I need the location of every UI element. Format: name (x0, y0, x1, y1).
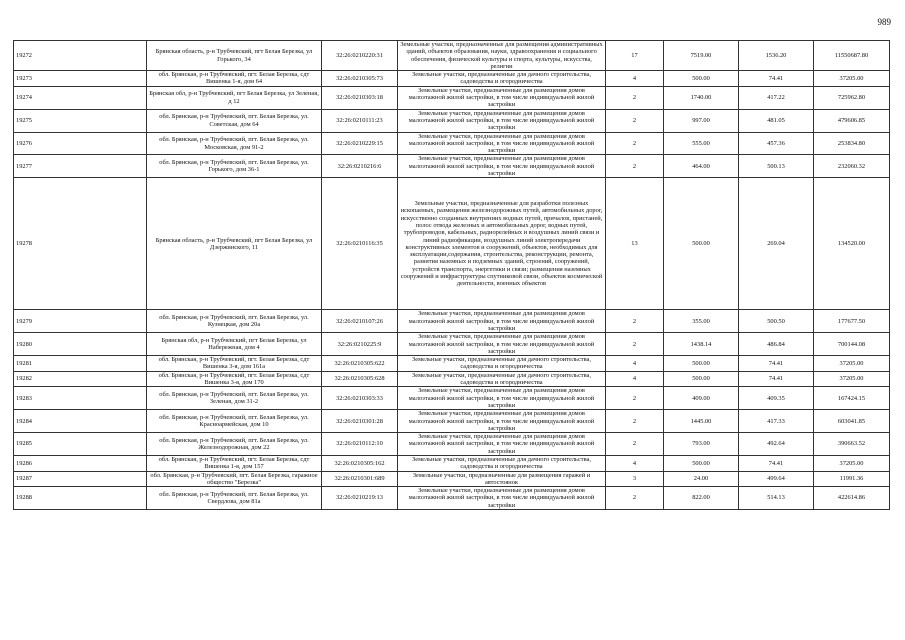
cadastral-value-cell: 725962.80 (814, 86, 890, 109)
cadastral-value-cell: 603041.85 (814, 410, 890, 433)
category-cell: 2 (606, 387, 664, 410)
category-cell: 2 (606, 487, 664, 510)
land-use-cell: Земельные участки, предназначенные для размещения домов малоэтажной жилой застройки, в том числе индивидуальной жилой застройки (398, 410, 606, 433)
area-cell: 1438.14 (664, 333, 739, 356)
cadastral-value-cell: 37205.00 (814, 71, 890, 87)
land-use-cell: Земельные участки, предназначенные для размещения административных зданий, объектов образования, науки, здравоохранения и социального обеспечения, физической культуры и спорта, культуры, искусства, религии (398, 41, 606, 71)
area-cell: 7519.00 (664, 41, 739, 71)
address-cell: обл. Брянская, р-н Трубчевский, пгт. Белая Березка, ул. Кузнецкая, дом 20а (147, 310, 322, 333)
address-cell: обл. Брянская, р-н Трубчевский, пгт. Белая Березка, ул. Красноармейская, дом 10 (147, 410, 322, 433)
land-use-cell: Земельные участки, предназначенные для размещения домов малоэтажной жилой застройки, в том числе индивидуальной жилой застройки (398, 433, 606, 456)
category-cell: 2 (606, 132, 664, 155)
area-cell: 555.00 (664, 132, 739, 155)
plot-id-cell: 19287 (14, 471, 147, 487)
plot-id-cell: 19279 (14, 310, 147, 333)
price-per-sqm-cell: 74.41 (739, 71, 814, 87)
plot-id-cell: 19272 (14, 41, 147, 71)
land-use-cell: Земельные участки, предназначенные для размещения домов малоэтажной жилой застройки, в том числе индивидуальной жилой застройки (398, 487, 606, 510)
table-row (14, 310, 890, 333)
area-cell: 1740.00 (664, 86, 739, 109)
plot-id-cell: 19276 (14, 132, 147, 155)
table-row (14, 433, 890, 456)
cadastral-number-cell: 32:26:0210303:33 (322, 387, 398, 410)
plot-id-cell: 19277 (14, 155, 147, 178)
cadastral-value-cell: 37205.00 (814, 356, 890, 372)
plot-id-cell: 19286 (14, 455, 147, 471)
address-cell: обл. Брянская, р-н Трубчевский, пгт. Белая Березка, сдт Вишенка 1-я, дом 64 (147, 71, 322, 87)
category-cell: 4 (606, 71, 664, 87)
area-cell: 500.00 (664, 356, 739, 372)
cadastral-value-cell: 37205.00 (814, 371, 890, 387)
land-use-cell: Земельные участки, предназначенные для дачного строительства, садоводства и огородничества (398, 455, 606, 471)
cadastral-number-cell: 32:26:0210305:622 (322, 356, 398, 372)
cadastral-number-cell: 32:26:0210107:26 (322, 310, 398, 333)
cadastral-value-cell: 253834.80 (814, 132, 890, 155)
land-registry-table (13, 40, 890, 510)
price-per-sqm-cell: 481.05 (739, 109, 814, 132)
address-cell: Брянская обл, р-н Трубчевский, пгт Белая Березка, ул Зеленая, д 12 (147, 86, 322, 109)
area-cell: 500.00 (664, 455, 739, 471)
cadastral-value-cell: 11550687.80 (814, 41, 890, 71)
price-per-sqm-cell: 417.22 (739, 86, 814, 109)
plot-id-cell: 19282 (14, 371, 147, 387)
cadastral-number-cell: 32:26:0210305:73 (322, 71, 398, 87)
category-cell: 17 (606, 41, 664, 71)
cadastral-value-cell: 479606.85 (814, 109, 890, 132)
cadastral-value-cell: 37205.00 (814, 455, 890, 471)
land-use-cell: Земельные участки, предназначенные для размещения домов малоэтажной жилой застройки, в том числе индивидуальной жилой застройки (398, 155, 606, 178)
area-cell: 500.00 (664, 371, 739, 387)
price-per-sqm-cell: 409.35 (739, 387, 814, 410)
table-row (14, 333, 890, 356)
address-cell: обл. Брянская, р-н Трубчевский, пгт. Белая Березка, сдт Вишенка 3-я, дом 161а (147, 356, 322, 372)
area-cell: 355.00 (664, 310, 739, 333)
category-cell: 2 (606, 155, 664, 178)
table-row (14, 178, 890, 310)
price-per-sqm-cell: 457.36 (739, 132, 814, 155)
cadastral-value-cell: 11991.36 (814, 471, 890, 487)
price-per-sqm-cell: 500.50 (739, 310, 814, 333)
address-cell: обл. Брянская, р-н Трубчевский, пгт. Белая Березка, ул. Горького, дом 36-1 (147, 155, 322, 178)
plot-id-cell: 19288 (14, 487, 147, 510)
address-cell: Брянская область, р-н Трубчевский, пгт Белая Березка, ул Дзержинского, 11 (147, 178, 322, 310)
address-cell: обл. Брянская, р-н Трубчевский, пгт. Белая Березка, ул. Железнодорожная, дом 22 (147, 433, 322, 456)
land-use-cell: Земельные участки, предназначенные для дачного строительства, садоводства и огородничества (398, 71, 606, 87)
price-per-sqm-cell: 492.64 (739, 433, 814, 456)
plot-id-cell: 19274 (14, 86, 147, 109)
land-use-cell: Земельные участки, предназначенные для разработки полезных ископаемых, размещения железнодорожных путей, автомобильных дорог, искусственно созданных внутренних водных путей, причалов, пристаней, полос отвода железных и автомобильных дорог, водных путей, трубопроводов, кабельных, радиорелейных и воздушных линий связи и линий радиофикации, воздушных линий электропередачи конструктивных элементов и сооружений, объектов, необходимых для эксплуатации,содержания, строительства, реконструкции, ремонта, развития наземных и подземных зданий, строений, сооружений, устройств транспорта, энергетики и связи; размещения наземных сооружений и инфраструктуры спутниковой связи, объектов космической деятельности, военных объектов (398, 178, 606, 310)
category-cell: 2 (606, 433, 664, 456)
land-use-cell: Земельные участки, предназначенные для размещения домов малоэтажной жилой застройки, в том числе индивидуальной жилой застройки (398, 132, 606, 155)
address-cell: обл. Брянская, р-н Трубчевский, пгт. Белая Березка, ул. Московская, дом 91-2 (147, 132, 322, 155)
category-cell: 2 (606, 86, 664, 109)
cadastral-value-cell: 177677.50 (814, 310, 890, 333)
category-cell: 4 (606, 356, 664, 372)
area-cell: 997.00 (664, 109, 739, 132)
area-cell: 793.00 (664, 433, 739, 456)
table-row (14, 471, 890, 487)
area-cell: 500.00 (664, 178, 739, 310)
cadastral-number-cell: 32:26:0210305:628 (322, 371, 398, 387)
category-cell: 2 (606, 109, 664, 132)
address-cell: обл. Брянская, р-н Трубчевский, пгт. Белая Березка, ул. Зеленая, дом 31-2 (147, 387, 322, 410)
table-row (14, 71, 890, 87)
area-cell: 409.00 (664, 387, 739, 410)
address-cell: обл. Брянская, р-н Трубчевский, пгт. Белая Березка, сдт Вишенка 1-я, дом 157 (147, 455, 322, 471)
address-cell: Брянская обл, р-н Трубчевский, пгт Белая Березка, ул Набережная, дом 4 (147, 333, 322, 356)
price-per-sqm-cell: 514.13 (739, 487, 814, 510)
category-cell: 4 (606, 371, 664, 387)
table-row (14, 155, 890, 178)
address-cell: обл. Брянская, р-н Трубчевский, пгт. Белая Березка, ул. Свердлова, дом 81а (147, 487, 322, 510)
table-row (14, 86, 890, 109)
area-cell: 464.00 (664, 155, 739, 178)
area-cell: 24.00 (664, 471, 739, 487)
cadastral-number-cell: 32:26:0210301:689 (322, 471, 398, 487)
cadastral-number-cell: 32:26:0210305:162 (322, 455, 398, 471)
category-cell: 2 (606, 410, 664, 433)
cadastral-value-cell: 167424.15 (814, 387, 890, 410)
price-per-sqm-cell: 417.33 (739, 410, 814, 433)
land-use-cell: Земельные участки, предназначенные для размещения домов малоэтажной жилой застройки, в том числе индивидуальной жилой застройки (398, 387, 606, 410)
land-use-cell: Земельные участки, предназначенные для дачного строительства, садоводства и огородничества (398, 356, 606, 372)
cadastral-number-cell: 32:26:0210220:31 (322, 41, 398, 71)
table-row (14, 371, 890, 387)
page-number: 989 (877, 17, 891, 27)
cadastral-value-cell: 390663.52 (814, 433, 890, 456)
cadastral-number-cell: 32:26:0210116:35 (322, 178, 398, 310)
price-per-sqm-cell: 74.41 (739, 455, 814, 471)
address-cell: обл. Брянская, р-н Трубчевский, пгт. Белая Березка, сдт Вишенка 3-я, дом 170 (147, 371, 322, 387)
table-body (14, 41, 890, 510)
price-per-sqm-cell: 74.41 (739, 356, 814, 372)
category-cell: 3 (606, 471, 664, 487)
cadastral-number-cell: 32:26:0210301:28 (322, 410, 398, 433)
cadastral-number-cell: 32:26:0210219:13 (322, 487, 398, 510)
cadastral-value-cell: 422614.86 (814, 487, 890, 510)
plot-id-cell: 19285 (14, 433, 147, 456)
address-cell: Брянская область, р-н Трубчевский, пгт Белая Березка, ул Горького, 34 (147, 41, 322, 71)
category-cell: 2 (606, 333, 664, 356)
price-per-sqm-cell: 500.13 (739, 155, 814, 178)
plot-id-cell: 19280 (14, 333, 147, 356)
category-cell: 2 (606, 310, 664, 333)
cadastral-number-cell: 32:26:0210216:6 (322, 155, 398, 178)
cadastral-number-cell: 32:26:0210225:9 (322, 333, 398, 356)
cadastral-number-cell: 32:26:0210112:10 (322, 433, 398, 456)
price-per-sqm-cell: 486.84 (739, 333, 814, 356)
table-row (14, 410, 890, 433)
area-cell: 500.00 (664, 71, 739, 87)
cadastral-number-cell: 32:26:0210229:15 (322, 132, 398, 155)
area-cell: 1445.00 (664, 410, 739, 433)
plot-id-cell: 19281 (14, 356, 147, 372)
plot-id-cell: 19275 (14, 109, 147, 132)
area-cell: 822.00 (664, 487, 739, 510)
table-row (14, 132, 890, 155)
cadastral-number-cell: 32:26:0210111:23 (322, 109, 398, 132)
plot-id-cell: 19283 (14, 387, 147, 410)
land-use-cell: Земельные участки, предназначенные для размещения домов малоэтажной жилой застройки, в том числе индивидуальной жилой застройки (398, 333, 606, 356)
plot-id-cell: 19278 (14, 178, 147, 310)
cadastral-value-cell: 232060.32 (814, 155, 890, 178)
plot-id-cell: 19273 (14, 71, 147, 87)
land-use-cell: Земельные участки, предназначенные для дачного строительства, садоводства и огородничества (398, 371, 606, 387)
land-use-cell: Земельные участки, предназначенные для размещения гаражей и автостоянок (398, 471, 606, 487)
address-cell: обл. Брянская, р-н Трубчевский, пгт. Белая Березка, ул. Советская, дом 64 (147, 109, 322, 132)
table-row (14, 356, 890, 372)
land-use-cell: Земельные участки, предназначенные для размещения домов малоэтажной жилой застройки, в том числе индивидуальной жилой застройки (398, 109, 606, 132)
plot-id-cell: 19284 (14, 410, 147, 433)
price-per-sqm-cell: 499.64 (739, 471, 814, 487)
table-row (14, 109, 890, 132)
cadastral-number-cell: 32:26:0210303:18 (322, 86, 398, 109)
table-row (14, 455, 890, 471)
table-row (14, 387, 890, 410)
land-use-cell: Земельные участки, предназначенные для размещения домов малоэтажной жилой застройки, в том числе индивидуальной жилой застройки (398, 86, 606, 109)
price-per-sqm-cell: 74.41 (739, 371, 814, 387)
address-cell: обл. Брянская, р-н Трубчевский, пгт. Белая Березка, гаражное общество "Березка" (147, 471, 322, 487)
cadastral-value-cell: 134520.00 (814, 178, 890, 310)
table-row (14, 487, 890, 510)
land-use-cell: Земельные участки, предназначенные для размещения домов малоэтажной жилой застройки, в том числе индивидуальной жилой застройки (398, 310, 606, 333)
category-cell: 4 (606, 455, 664, 471)
price-per-sqm-cell: 1536.20 (739, 41, 814, 71)
category-cell: 13 (606, 178, 664, 310)
price-per-sqm-cell: 269.04 (739, 178, 814, 310)
cadastral-value-cell: 700144.08 (814, 333, 890, 356)
table-row (14, 41, 890, 71)
